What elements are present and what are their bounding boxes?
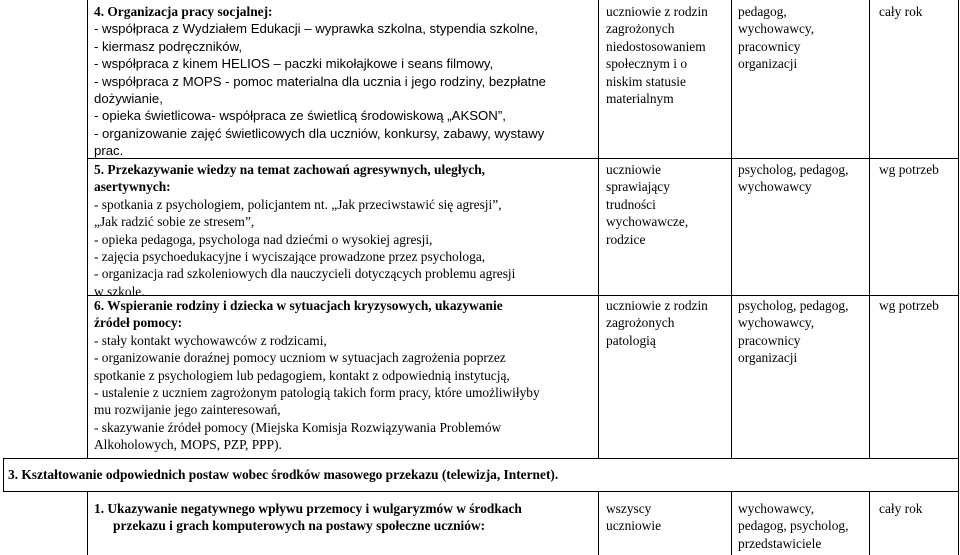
section6-line: - ustalenie z uczniem zagrożonym patologią takich form pracy, które umożliwiłyby	[94, 385, 540, 401]
recipients-line: trudności	[606, 196, 656, 212]
section6-recipients	[606, 297, 728, 349]
term-text: wg potrzeb	[879, 162, 939, 177]
responsible-line: wychowawcy,	[738, 21, 815, 37]
term-text: cały rok	[879, 4, 923, 19]
section4-line: - współpraca z Wydziałem Edukacji – wyprawka szkolna, stypendia szkolne,	[94, 21, 539, 37]
recipients-line: sprawiający	[606, 179, 670, 195]
section4-term	[879, 3, 955, 20]
section6-heading: źródeł pomocy:	[94, 315, 183, 331]
section6-responsible	[738, 297, 866, 367]
section6-line: - skazywanie źródeł pomocy (Miejska Komisja Rozwiązywania Problemów	[94, 419, 502, 435]
section5-line: - spotkania z psychologiem, policjantem nt. „Jak przeciwstawić się agresji”,	[94, 196, 502, 212]
responsible-line: psycholog, pedagog,	[738, 298, 849, 313]
responsible-line: przedstawiciele	[738, 535, 822, 551]
item1-recipients	[606, 500, 728, 535]
row-divider-section3	[3, 491, 959, 492]
responsible-line: organizacji	[738, 56, 798, 72]
recipients-line: patologią	[606, 332, 656, 348]
section6-heading: 6. Wspieranie rodziny i dziecka w sytuacjach kryzysowych, ukazywanie	[94, 298, 503, 313]
recipients-line: rodzice	[606, 231, 646, 247]
recipients-line: uczniowie	[606, 162, 662, 177]
section4-line: - organizowanie zajęć świetlicowych dla uczniów, konkursy, zabawy, wystawy	[94, 125, 545, 141]
column-divider-1-lower	[598, 491, 599, 555]
section5-line: - organizacja rad szkoleniowych dla nauczycieli dotyczących problemu agresji	[94, 266, 516, 282]
responsible-line: pedagog, psycholog,	[738, 518, 849, 534]
section4-line: - współpraca z kinem HELIOS – paczki mikołajkowe i seans filmowy,	[94, 56, 494, 72]
responsible-line: psycholog, pedagog,	[738, 162, 849, 177]
section6-line: - stały kontakt wychowawców z rodzicami,	[94, 332, 327, 348]
section5-line: „Jak radzić sobie ze stresem”,	[94, 214, 255, 230]
item1-line: 1. Ukazywanie negatywnego wpływu przemocy i wulgaryzmów w środkach	[94, 501, 522, 516]
section5-heading: asertywnych:	[94, 179, 171, 195]
recipients-line: niskim statusie	[606, 73, 686, 89]
recipients-line: niedostosowaniem	[606, 38, 706, 54]
section6-term	[879, 297, 955, 314]
section4-heading: 4. Organizacja pracy socjalnej:	[94, 4, 273, 19]
recipients-line: społecznym i o	[606, 56, 688, 72]
responsible-line: organizacji	[738, 350, 798, 366]
recipients-line: materialnym	[606, 91, 674, 107]
section4-recipients	[606, 3, 728, 107]
responsible-line: wychowawcy	[738, 179, 812, 195]
column-divider-3	[869, 0, 870, 458]
section4-line: - współpraca z MOPS - pomoc materialna dla ucznia i jego rodziny, bezpłatne	[94, 73, 547, 89]
section4-line: - kiermasz podręczników,	[94, 38, 243, 54]
responsible-line: wychowawcy,	[738, 315, 815, 331]
recipients-line: uczniowie z rodzin	[606, 298, 708, 313]
section4-responsible	[738, 3, 866, 73]
recipients-line: wychowawcze,	[606, 214, 689, 230]
term-text: cały rok	[879, 501, 923, 516]
row-divider-section6	[3, 458, 959, 459]
responsible-line: pedagog,	[738, 4, 787, 19]
table-border-left-lower	[87, 491, 88, 555]
table-border-left	[87, 0, 88, 458]
item1-line: przekazu i grach komputerowych na postawy społeczne uczniów:	[113, 518, 486, 534]
section5-line: - zajęcia psychoedukacyjne i wyciszające prowadzone przez psychologa,	[94, 249, 486, 265]
responsible-line: wychowawcy,	[738, 501, 815, 516]
section5-term	[879, 161, 955, 178]
recipients-line: zagrożonych	[606, 21, 675, 37]
section5-line: - opieka pedagoga, psychologa nad dziećmi o wysokiej agresji,	[94, 231, 433, 247]
section3-heading	[8, 466, 953, 483]
recipients-line: uczniowie	[606, 518, 662, 534]
section5-recipients	[606, 161, 728, 248]
term-text: wg potrzeb	[879, 298, 939, 313]
recipients-line: zagrożonych	[606, 315, 675, 331]
section4-line: dożywianie,	[94, 91, 163, 107]
column-divider-2	[731, 0, 732, 458]
item1-activities	[94, 500, 594, 535]
recipients-line: uczniowie z rodzin	[606, 4, 708, 19]
column-divider-2-lower	[731, 491, 732, 555]
section5-line: w szkole.	[94, 283, 145, 299]
item1-responsible	[738, 500, 866, 552]
section5-heading: 5. Przekazywanie wiedzy na temat zachowań agresywnych, uległych,	[94, 162, 486, 177]
column-divider-3-lower	[869, 491, 870, 555]
section3-heading-text: 3. Kształtowanie odpowiednich postaw wobec środków masowego przekazu (telewizja, Internet).	[8, 467, 559, 482]
column-divider-1	[598, 0, 599, 458]
section4-line: prac.	[94, 143, 124, 159]
responsible-line: pracownicy	[738, 38, 801, 54]
recipients-line: wszyscy	[606, 501, 652, 516]
section6-line: spotkanie z psychologiem lub pedagogiem, kontakt z odpowiednią instytucją,	[94, 367, 510, 383]
section6-line: mu rozwijanie jego zainteresowań,	[94, 402, 281, 418]
section4-line: - opieka świetlicowa- współpraca ze świetlicą środowiskową „AKSON”,	[94, 108, 506, 124]
responsible-line: pracownicy	[738, 332, 801, 348]
section5-activities	[94, 161, 594, 300]
table-border-right	[958, 0, 959, 555]
section6-activities	[94, 297, 594, 454]
item1-term	[879, 500, 955, 517]
section6-line: - organizowanie doraźnej pomocy uczniom w sytuacjach zagrożenia poprzez	[94, 350, 506, 366]
section3-border-left	[3, 458, 4, 491]
section5-responsible	[738, 161, 866, 196]
section6-line: Alkoholowych, MOPS, PZP, PPP).	[94, 437, 282, 453]
section4-activities	[94, 3, 594, 160]
